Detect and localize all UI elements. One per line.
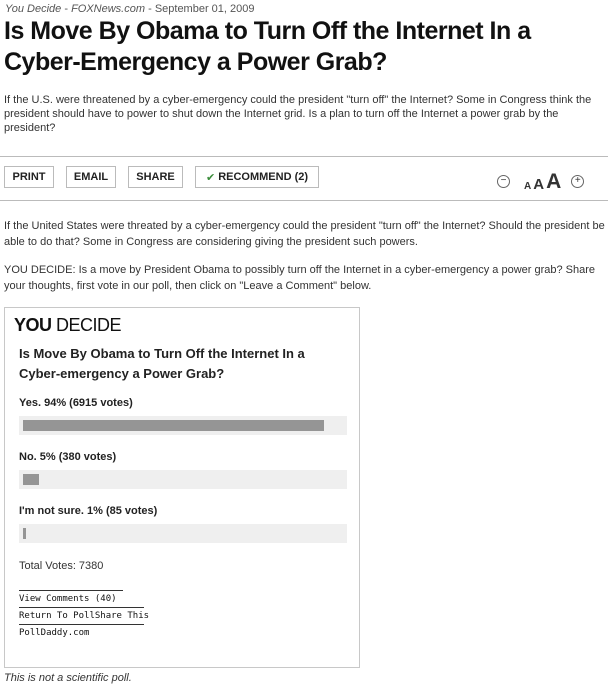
font-decrease-icon[interactable]: − <box>497 175 510 188</box>
font-size-large[interactable]: A <box>546 170 562 193</box>
polldaddy-link[interactable]: PollDaddy.com <box>19 624 144 638</box>
share-button[interactable]: SHARE <box>128 166 183 188</box>
article-summary: If the U.S. were threatened by a cyber-emergency could the president "turn off" the Internet? Some in Congress think the president should have to power to shut down the Internet grid. Is a plan to turn off the Internet a power grab by the president? <box>4 94 592 134</box>
toolbar-divider-top <box>0 156 608 157</box>
recommend-button[interactable] <box>195 166 319 188</box>
poll-result-bar <box>19 416 347 435</box>
toolbar-divider-bottom <box>0 200 608 201</box>
font-size-controls <box>497 168 584 192</box>
return-to-poll-link[interactable]: Return To PollShare This <box>19 607 144 621</box>
font-increase-icon[interactable]: + <box>571 175 584 188</box>
poll-brand-bold: YOU <box>14 315 52 335</box>
poll-result-bar <box>19 470 347 489</box>
poll-brand-logo <box>14 315 121 336</box>
poll-result-bar <box>19 524 347 543</box>
poll-question: Is Move By Obama to Turn Off the Internet In a Cyber-emergency a Power Grab? <box>19 346 305 381</box>
font-size-small[interactable]: A <box>524 181 532 192</box>
recommend-label: RECOMMEND (2) <box>218 171 309 183</box>
headline: Is Move By Obama to Turn Off the Internet In a Cyber-Emergency a Power Grab? <box>4 17 531 76</box>
poll-option-label: No. 5% (380 votes) <box>19 451 117 463</box>
poll-disclaimer: This is not a scientific poll. <box>4 672 132 684</box>
source-label: FOXNews.com <box>71 3 146 15</box>
poll-option-label: Yes. 94% (6915 votes) <box>19 397 133 409</box>
poll-brand-rest: DECIDE <box>51 315 122 335</box>
article-meta <box>5 3 255 15</box>
body-paragraph-2: YOU DECIDE: Is a move by President Obama to possibly turn off the Internet in a cyber-emergency a power grab? Share your thoughts, first vote in our poll, then click on "Leave a Comment" below. <box>4 264 596 292</box>
poll-result-fill <box>23 528 26 539</box>
poll-widget <box>4 307 360 668</box>
print-button[interactable]: PRINT <box>4 166 54 188</box>
poll-total-votes: Total Votes: 7380 <box>19 560 104 572</box>
check-icon: ✔ <box>205 171 216 184</box>
body-paragraph-1: If the United States were threated by a cyber-emergency could the president "turn off" the Internet? Should the president be able to do that? Some in Congress are considering giving the president such powers. <box>4 220 605 248</box>
section-label: You Decide <box>5 3 62 15</box>
poll-option-label: I'm not sure. 1% (85 votes) <box>19 505 158 517</box>
view-comments-link[interactable]: View Comments (40) <box>19 590 123 604</box>
poll-result-fill <box>23 420 324 431</box>
poll-result-fill <box>23 474 39 485</box>
meta-separator: - <box>64 3 72 15</box>
email-button[interactable]: EMAIL <box>66 166 116 188</box>
font-size-medium[interactable]: A <box>533 176 545 193</box>
publish-date: - September 01, 2009 <box>148 3 255 15</box>
